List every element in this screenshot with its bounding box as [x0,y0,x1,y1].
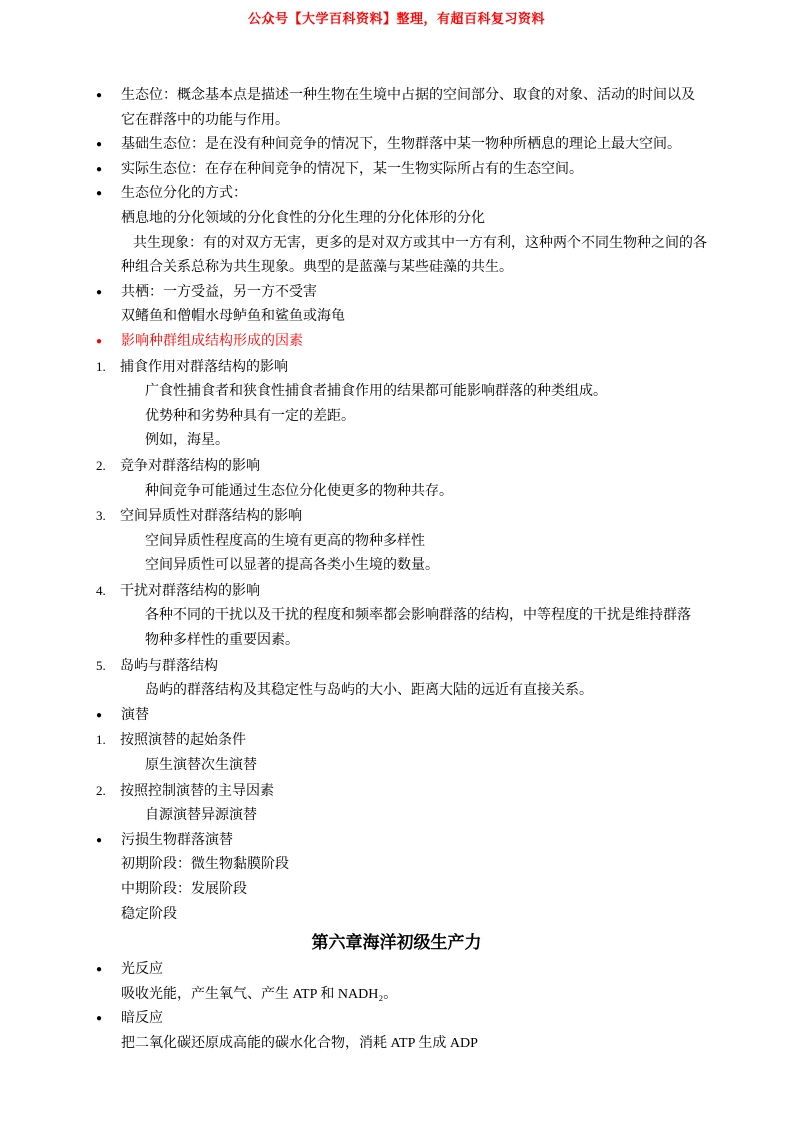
doc-line [96,654,753,680]
line-text: 生态位：概念基本点是描述一种生物在生境中占据的空间部分、取食的对象、活动的时间以及 [121,88,695,103]
doc-line [96,109,753,134]
doc-line [96,704,753,729]
line-text: 按照控制演替的主导因素 [120,783,274,799]
doc-line [96,504,753,530]
line-text: 优势种和劣势种具有一定的差距。 [145,408,355,424]
line-text: 初期阶段：微生物黏膜阶段 [121,857,289,873]
doc-line [96,679,753,704]
list-number: 4. [96,582,106,598]
doc-line [96,779,753,805]
doc-line [96,804,753,829]
doc-line [96,604,753,629]
page-header-watermark: 公众号【大学百科资料】整理，有超百科复习资料 [247,11,545,26]
line-text: 共栖：一方受益，另一方不受害 [121,284,317,300]
line-text: 影响种群组成结构形成的因素 [121,333,303,349]
doc-line [96,158,753,183]
line-text: 它在群落中的功能与作用。 [121,112,289,128]
list-number: 3. [96,508,106,524]
chapter-heading [0,927,793,958]
bullet-icon: ● [96,90,103,101]
doc-line [96,232,753,257]
line-text: 栖息地的分化领域的分化食性的分化生理的分化体形的分化 [121,210,485,226]
doc-line [96,853,753,878]
line-text: 自源演替异源演替 [145,808,257,824]
bullet-icon: ● [96,1013,103,1025]
line-text: 各种不同的干扰以及干扰的程度和频率都会影响群落的结构，中等程度的干扰是维持群落 [145,608,691,624]
document-body [96,84,753,1057]
doc-line [96,728,753,754]
line-text: 按照演替的起始条件 [120,733,246,749]
line-text: 双鳍鱼和僧帽水母鲈鱼和鲨鱼或海龟 [121,309,345,325]
doc-line [96,480,753,505]
line-text: 捕食作用对群落结构的影响 [120,359,288,375]
bullet-icon: ● [96,964,103,976]
doc-line [96,530,753,555]
line-text: 中期阶段：发展阶段 [121,882,247,897]
doc-line [96,380,753,405]
doc-line [96,133,753,158]
line-text: 种组合关系总称为共生现象。典型的是蓝藻与某些硅藻的共生。 [121,260,513,276]
doc-line [96,84,753,109]
doc-line [96,878,753,903]
bullet-icon: ● [96,335,103,347]
line-text: 污损生物群落演替 [121,832,233,848]
doc-line [96,182,753,207]
doc-line [96,429,753,454]
doc-line [96,330,753,355]
line-text: 光反应 [121,962,163,978]
line-text: 生态位分化的方式： [121,186,247,202]
line-text: 吸收光能，产生氧气、产生 ATP 和 NADH₂。 [121,986,398,1002]
line-text: 第六章海洋初级生产力 [311,933,482,953]
line-text: 把二氧化碳还原成高能的碳水化合物，消耗 ATP 生成 ADP [121,1035,478,1051]
line-text: 稳定阶段 [121,906,177,922]
bullet-icon: ● [96,139,103,151]
doc-line [96,355,753,381]
line-text: 共生现象：有的对双方无害，更多的是对双方或其中一方有利，这种两个不同生物种之间的各 [133,235,707,251]
bullet-icon: ● [96,163,103,175]
doc-line [96,754,753,779]
doc-line [96,958,753,983]
line-text: 干扰对群落结构的影响 [120,583,260,599]
doc-line [96,207,753,232]
doc-line [96,829,753,854]
doc-line [96,305,753,330]
line-text: 实际生态位：在存在种间竞争的情况下，某一生物实际所占有的生态空间。 [121,161,583,177]
line-text: 原生演替次生演替 [145,758,257,774]
bullet-icon: ● [96,286,103,298]
line-text: 种间竞争可能通过生态位分化使更多的物种共存。 [145,483,453,499]
line-text: 演替 [121,707,149,723]
list-number: 5. [96,657,106,673]
doc-line [96,629,753,654]
doc-line [96,579,753,605]
line-text: 空间异质性可以显著的提高各类小生境的数量。 [145,558,439,574]
line-text: 竞争对群落结构的影响 [120,458,260,474]
bullet-icon: ● [96,834,103,846]
line-text: 岛屿与群落结构 [120,658,218,674]
doc-line [96,903,753,928]
line-text: 岛屿的群落结构及其稳定性与岛屿的大小、距离大陆的远近有直接关系。 [145,683,593,699]
bullet-icon: ● [96,709,103,721]
doc-line [96,1007,753,1032]
doc-line [96,983,753,1008]
doc-line [96,1032,753,1057]
doc-line [96,256,753,281]
line-text: 物种多样性的重要因素。 [145,633,299,649]
line-text: 空间异质性程度高的生境有更高的物种多样性 [145,533,425,549]
list-number: 1. [96,732,106,748]
list-number: 1. [96,358,106,374]
list-number: 2. [96,457,106,473]
line-text: 基础生态位：是在没有种间竞争的情况下，生物群落中某一物种所栖息的理论上最大空间。 [121,137,681,153]
doc-line [96,454,753,480]
line-text: 例如，海星。 [145,433,229,449]
doc-line [96,554,753,579]
list-number: 2. [96,782,106,798]
bullet-icon: ● [96,188,103,200]
doc-line [96,405,753,430]
doc-line [96,281,753,306]
line-text: 空间异质性对群落结构的影响 [120,509,302,525]
line-text: 暗反应 [121,1011,163,1027]
line-text: 广食性捕食者和狭食性捕食者捕食作用的结果都可能影响群落的种类组成。 [145,384,607,400]
